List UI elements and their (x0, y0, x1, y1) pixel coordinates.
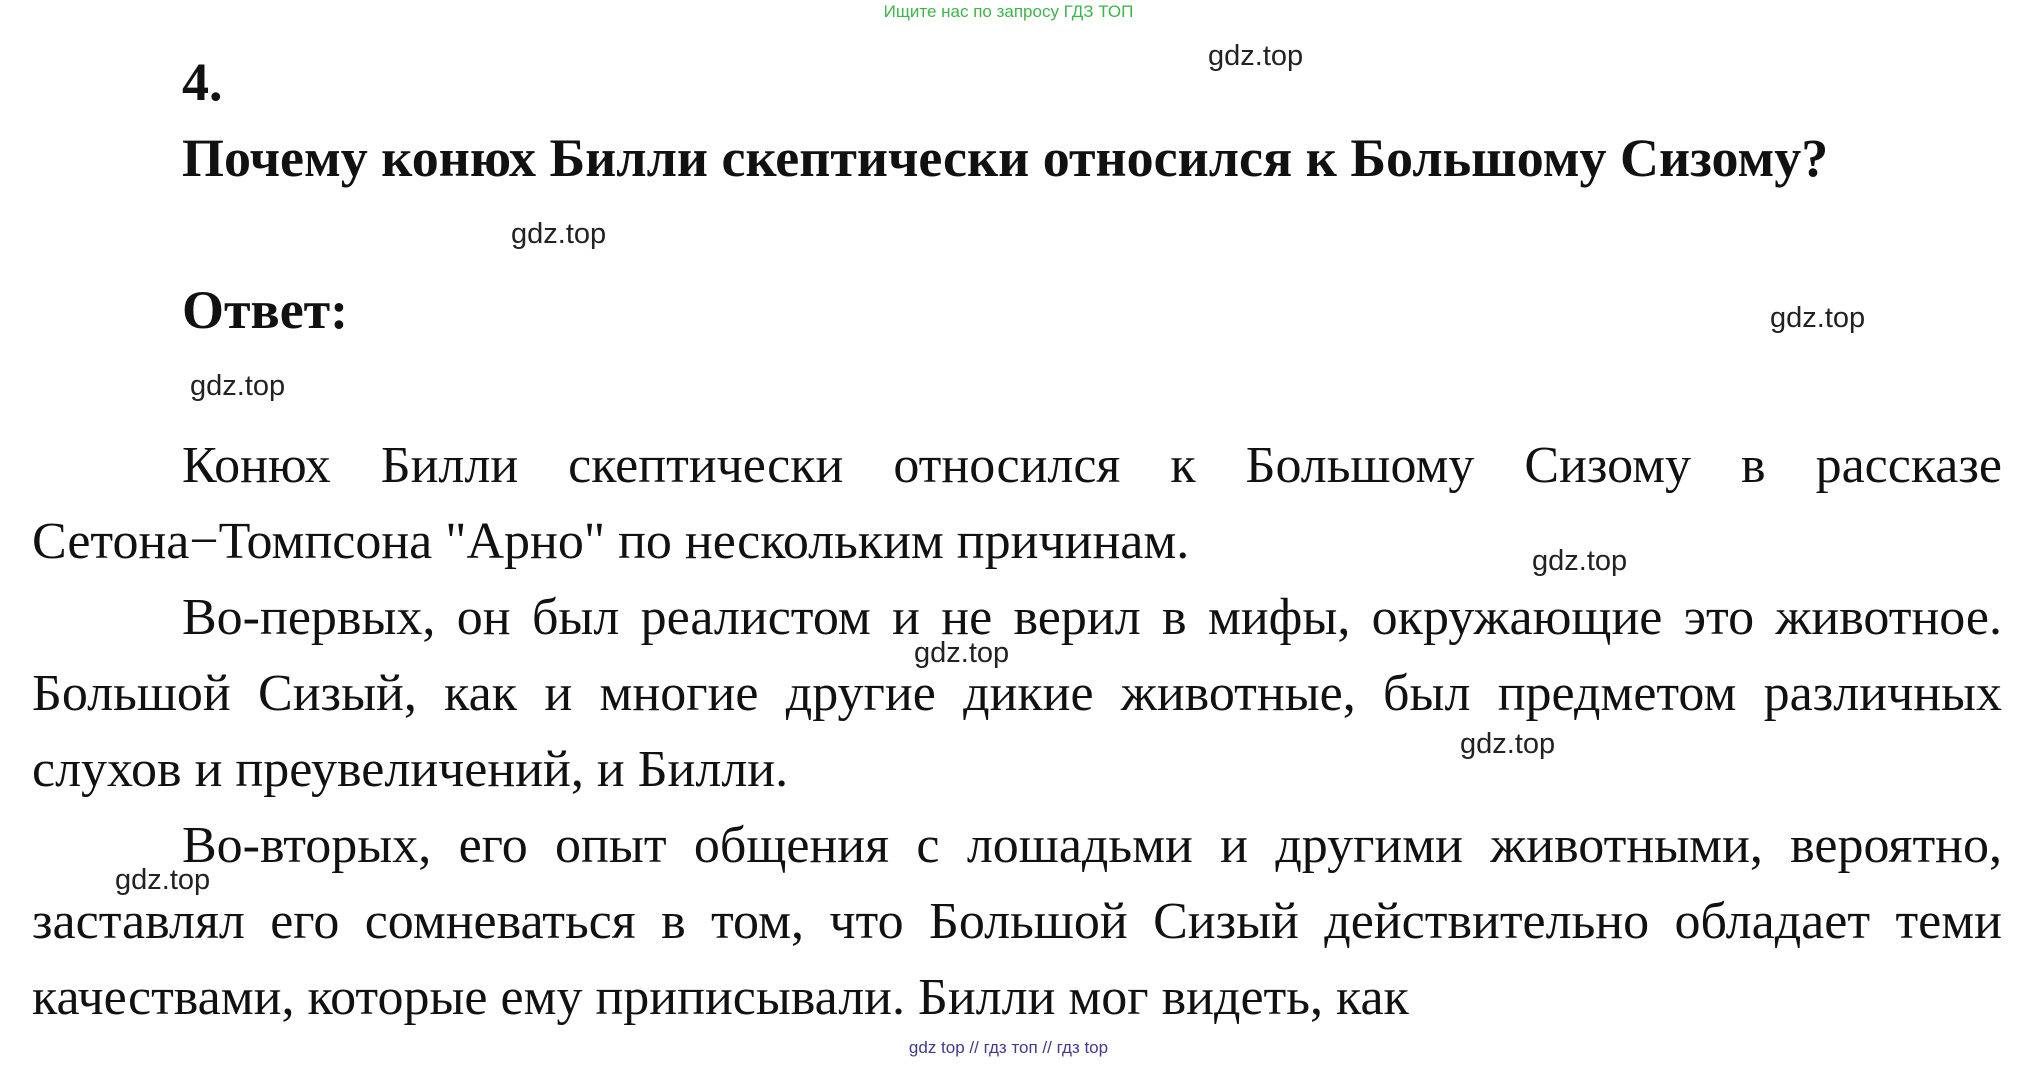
question-heading: Почему конюх Билли скептически относился к Большому Сизому? (182, 128, 1829, 188)
watermark: gdz.top (115, 864, 211, 896)
answer-heading: Ответ: (182, 280, 349, 340)
task-number: 4. (182, 52, 223, 112)
watermark: gdz.top (1208, 40, 1304, 72)
answer-paragraph-2: Во-первых, он был реалистом и не верил в мифы, окружающие это животное. Большой Сизый, как и многие другие дикие животные, был предметом различных слухов и преувеличений, и Билли. (32, 589, 2002, 798)
answer-body (32, 428, 2002, 1036)
top-banner: Ищите нас по запросу ГДЗ ТОП (883, 2, 1134, 21)
answer-paragraph-1: Конюх Билли скептически относился к Большому Сизому в рассказе Сетона−Томпсона "Арно" по нескольким причинам. (32, 437, 2002, 570)
watermark: gdz.top (511, 218, 607, 250)
watermark: gdz.top (914, 637, 1010, 669)
watermark: gdz.top (190, 370, 286, 402)
watermark: gdz.top (1532, 545, 1628, 577)
footer-text: gdz top // гдз топ // гдз top (908, 1038, 1109, 1057)
answer-paragraph-3: Во-вторых, его опыт общения с лошадьми и другими животными, вероятно, заставлял его сомневаться в том, что Большой Сизый действительно обладает теми качествами, которые ему приписывали. Билли мог видеть, как (32, 817, 2002, 1026)
watermark: gdz.top (1770, 302, 1866, 334)
watermark: gdz.top (1460, 728, 1556, 760)
